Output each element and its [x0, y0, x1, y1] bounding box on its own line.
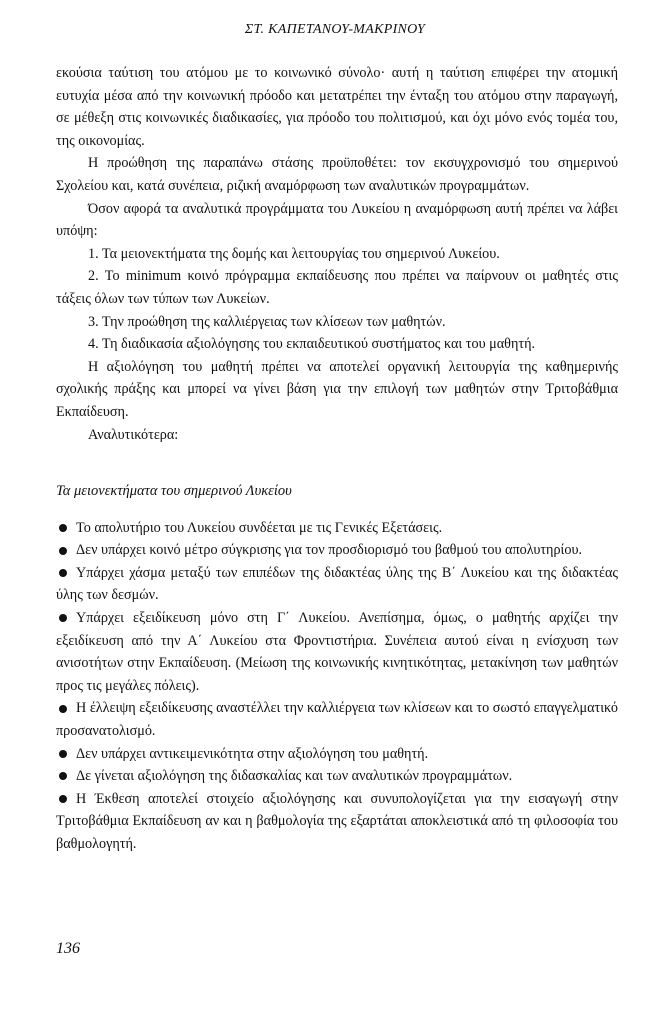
bullet-text: Υπάρχει εξειδίκευση μόνο στη Γ΄ Λυκείου. Ανεπίσημα, όμως, ο μαθητής αρχίζει την εξειδίκευση από την Α΄ Λυκείου στα Φροντιστήρια. Συνέπεια αυτού είναι η ενίσχυση των ανισοτήτων στην Εκπαίδευση. (Μείωση της κοινωνικής κινητικότητας, μετακίνηση των μαθητών προς τις μεγάλες πόλεις).: [56, 610, 618, 694]
bullet-item: [56, 562, 618, 607]
bullet-icon: [59, 524, 67, 532]
section-heading: Τα μειονεκτήματα του σημερινού Λυκείου: [56, 483, 292, 500]
bullet-icon: [59, 614, 67, 622]
list-item: 2. Το minimum κοινό πρόγραμμα εκπαίδευσης που πρέπει να παίρνουν οι μαθητές στις τάξεις όλων των τύπων των Λυκείων.: [56, 268, 618, 307]
bullet-text: Η Έκθεση αποτελεί στοιχείο αξιολόγησης και συνυπολογίζεται για την εισαγωγή στην Τριτοβάθμια Εκπαίδευση αν και η βαθμολογία της εξαρτάται αποκλειστικά από τη φιλοσοφία του βαθμολογητή.: [56, 790, 618, 852]
list-item: 1. Τα μειονεκτήματα της δομής και λειτουργίας του σημερινού Λυκείου.: [88, 245, 500, 262]
bullet-item: [56, 607, 618, 697]
bullet-icon: [59, 705, 67, 713]
paragraph: Όσον αφορά τα αναλυτικά προγράμματα του Λυκείου η αναμόρφωση αυτή πρέπει να λάβει υπόψη:: [56, 200, 618, 240]
bullet-list: [56, 517, 618, 856]
page-number: 136: [56, 940, 80, 957]
page-body: [56, 62, 618, 856]
bullet-icon: [59, 547, 67, 555]
list-item: 3. Την προώθηση της καλλιέργειας των κλίσεων των μαθητών.: [88, 313, 446, 330]
bullet-icon: [59, 750, 67, 758]
bullet-item: [56, 788, 618, 856]
bullet-text: Η έλλειψη εξειδίκευσης αναστέλλει την καλλιέργεια των κλίσεων και το σωστό επαγγελματικό προσανατολισμό.: [56, 700, 618, 740]
paragraph: εκούσια ταύτιση του ατόμου με το κοινωνικό σύνολο· αυτή η ταύτιση επιφέρει την ατομική ευτυχία μέσα από την κοινωνική πρόοδο και μετατρέπει την ένταξη του ατόμου στην παραγωγή, σε μέθεξη στις κοινωνικές διαδικασίες, για πρόοδο του πολιτισμού, και όχι μόνο ενός τομέα του, της οικονομίας.: [56, 65, 618, 149]
bullet-item: [56, 697, 618, 742]
paragraph: Η αξιολόγηση του μαθητή πρέπει να αποτελεί οργανική λειτουργία της καθημερινής σχολικής πράξης και μπορεί να γίνει βάση για την επιλογή των μαθητών στην Τριτοβάθμια Εκπαίδευση.: [56, 358, 618, 420]
bullet-item: [56, 517, 618, 540]
running-header: ΣΤ. ΚΑΠΕΤΑΝΟΥ-ΜΑΚΡΙΝΟΥ: [244, 22, 426, 37]
bullet-icon: [59, 795, 67, 803]
bullet-item: [56, 765, 618, 788]
paragraph: Η προώθηση της παραπάνω στάσης προϋποθέτει: τον εκσυγχρονισμό του σημερινού Σχολείου και, κατά συνέπεια, ριζική αναμόρφωση των αναλυτικών προγραμμάτων.: [56, 155, 618, 194]
list-item: 4. Τη διαδικασία αξιολόγησης του εκπαιδευτικού συστήματος και του μαθητή.: [88, 336, 536, 353]
bullet-icon: [59, 569, 67, 577]
bullet-item: [56, 743, 618, 766]
paragraph: Αναλυτικότερα:: [88, 426, 179, 443]
bullet-text: Υπάρχει χάσμα μεταξύ των επιπέδων της διδακτέας ύλης της Β΄ Λυκείου και της διδακτέας ύλης των δεσμών.: [56, 564, 618, 604]
bullet-text: Δε γίνεται αξιολόγηση της διδασκαλίας και των αναλυτικών προγραμμάτων.: [76, 768, 513, 785]
bullet-text: Το απολυτήριο του Λυκείου συνδέεται με τις Γενικές Εξετάσεις.: [76, 519, 443, 536]
bullet-text: Δεν υπάρχει κοινό μέτρο σύγκρισης για τον προσδιορισμό του βαθμού του απολυτηρίου.: [76, 542, 583, 559]
bullet-icon: [59, 772, 67, 780]
bullet-item: [56, 539, 618, 562]
bullet-text: Δεν υπάρχει αντικειμενικότητα στην αξιολόγηση του μαθητή.: [76, 745, 429, 762]
